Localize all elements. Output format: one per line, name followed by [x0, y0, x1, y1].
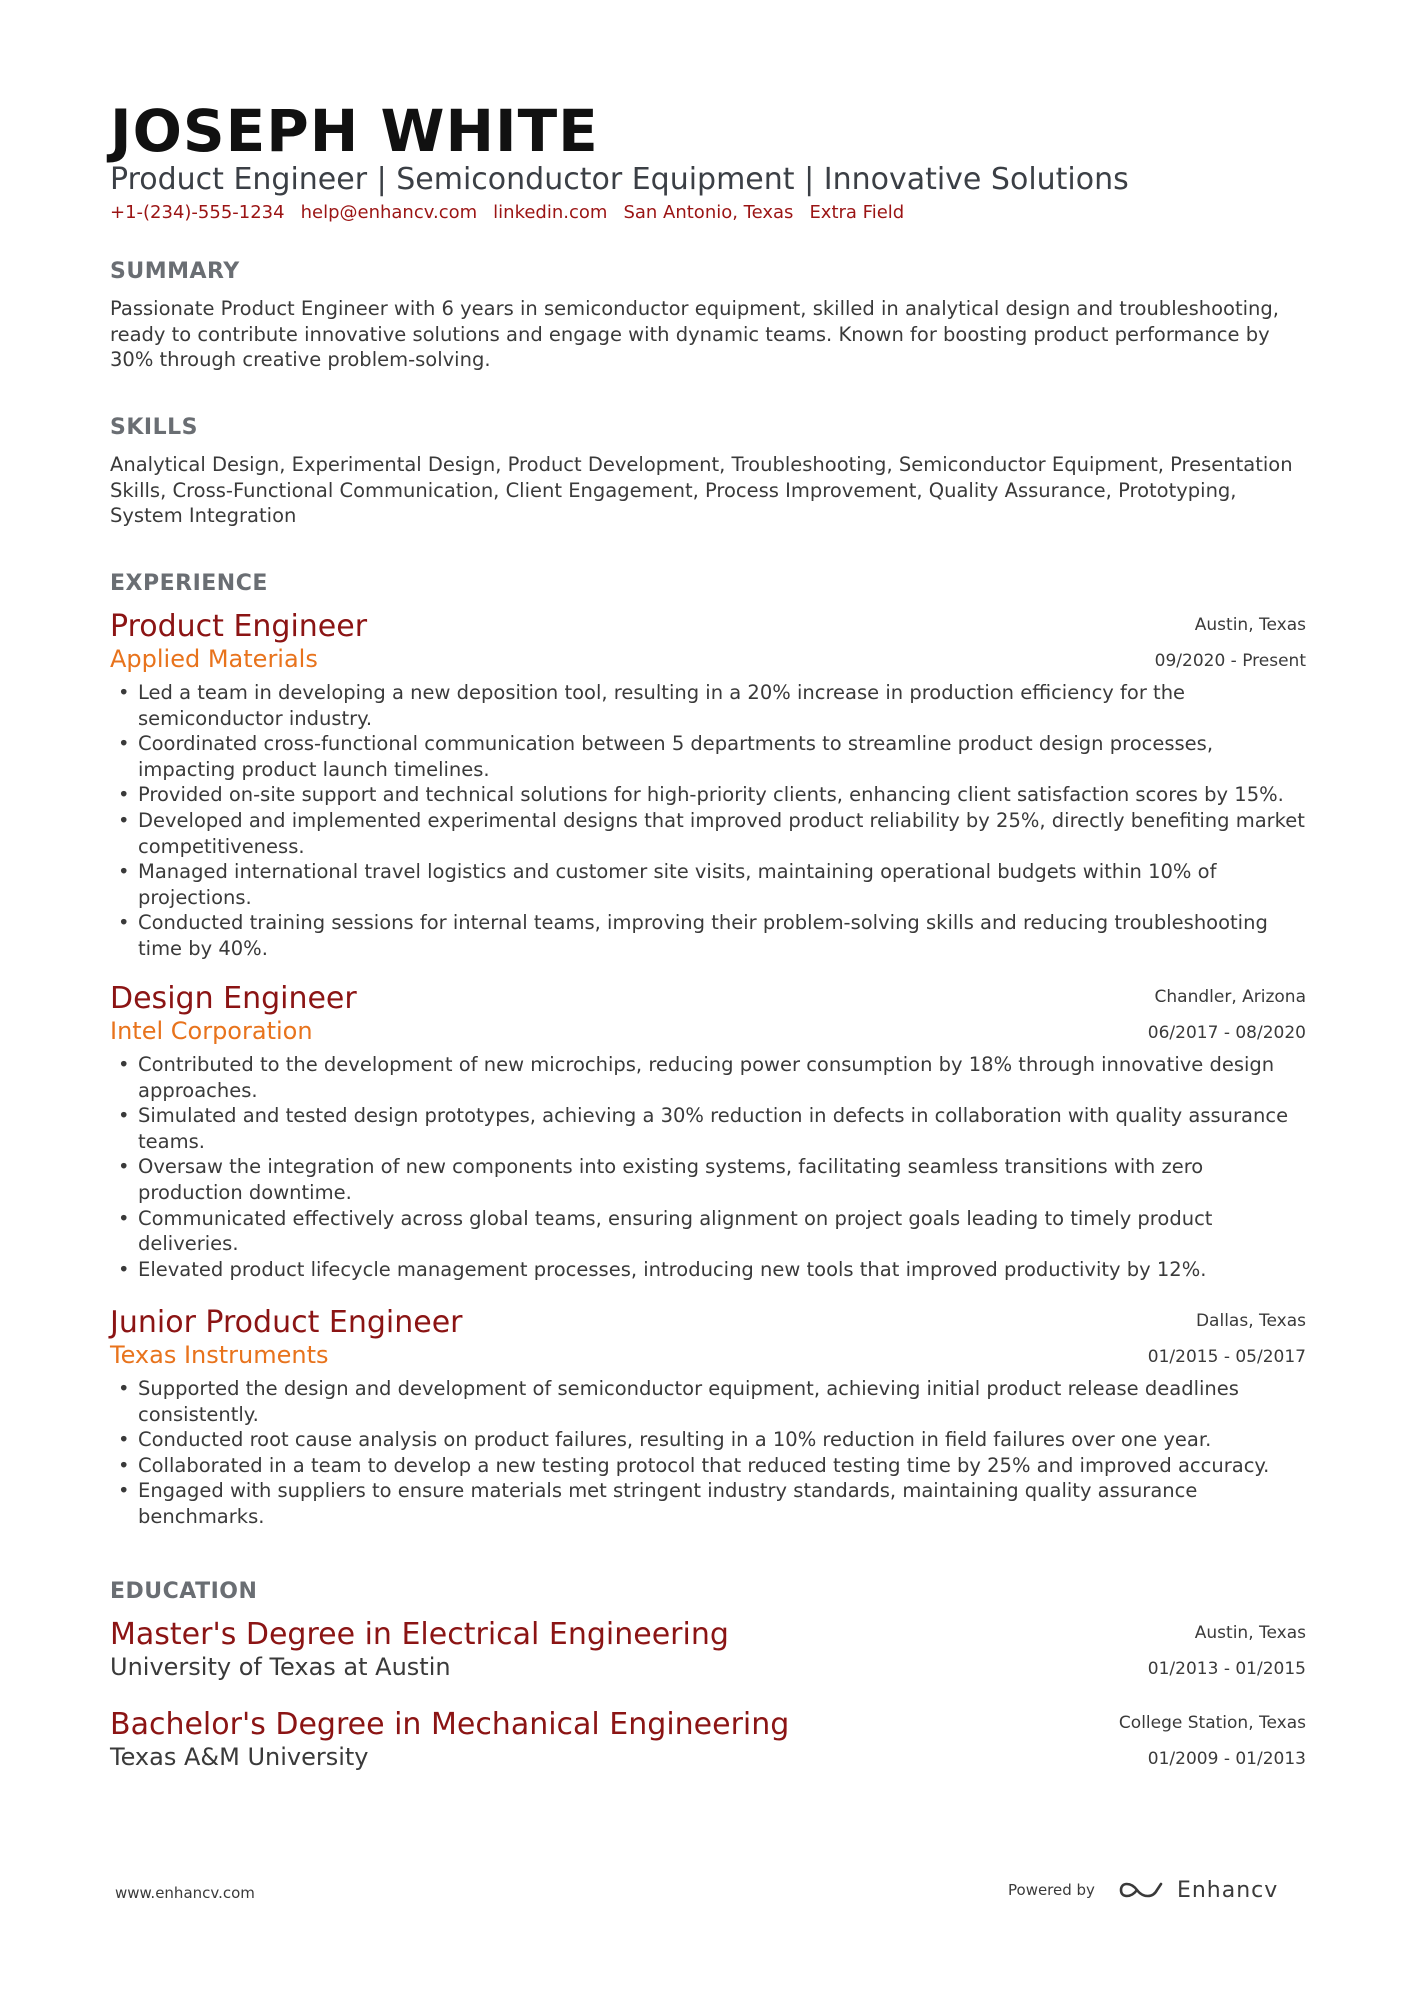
- candidate-headline: Product Engineer | Semiconductor Equipment | Innovative Solutions: [110, 162, 1129, 197]
- job-company: Texas Instruments: [110, 1341, 329, 1369]
- school-name: Texas A&M University: [110, 1743, 369, 1771]
- candidate-name: JOSEPH WHITE: [110, 97, 599, 165]
- job-bullets: [110, 1376, 1306, 1530]
- degree-title: Master's Degree in Electrical Engineering: [110, 1617, 729, 1652]
- summary-text: Passionate Product Engineer with 6 years in semiconductor equipment, skilled in analytical design and troubleshooting, ready to contribute innovative solutions and engage with dynamic teams. Known for boosting product performance by 30% through creative problem-solving.: [110, 297, 1279, 372]
- job-bullet: • Provided on-site support and technical solutions for high-priority clients, enhancing client satisfaction scores by 15%.: [110, 782, 1306, 808]
- job-bullet: • Simulated and tested design prototypes, achieving a 30% reduction in defects in collaboration with quality assurance teams.: [110, 1103, 1306, 1154]
- job-bullet: • Collaborated in a team to develop a new testing protocol that reduced testing time by 25% and improved accuracy.: [110, 1453, 1306, 1479]
- job-dates: 09/2020 - Present: [1154, 651, 1306, 671]
- job-bullet: • Communicated effectively across global teams, ensuring alignment on project goals leading to timely product deliveries.: [110, 1206, 1306, 1257]
- job-dates: 06/2017 - 08/2020: [1147, 1023, 1306, 1043]
- job-bullet: • Managed international travel logistics and customer site visits, maintaining operational budgets within 10% of projections.: [110, 859, 1306, 910]
- contact-location: San Antonio, Texas: [623, 202, 794, 223]
- job-dates: 01/2015 - 05/2017: [1147, 1347, 1306, 1367]
- job-company: Applied Materials: [110, 645, 318, 673]
- job-location: Austin, Texas: [1194, 615, 1306, 635]
- powered-by-label: Powered by: [1008, 1881, 1095, 1899]
- footer-website[interactable]: www.enhancv.com: [115, 1884, 255, 1902]
- school-location: College Station, Texas: [1118, 1713, 1306, 1733]
- job-bullet: • Led a team in developing a new deposition tool, resulting in a 20% increase in production efficiency for the semiconductor industry.: [110, 680, 1306, 731]
- job-bullet: • Conducted training sessions for internal teams, improving their problem-solving skills and reducing troubleshooting time by 40%.: [110, 910, 1306, 961]
- job-title: Design Engineer: [110, 981, 357, 1016]
- job-bullet: • Conducted root cause analysis on product failures, resulting in a 10% reduction in field failures over one year.: [110, 1427, 1306, 1453]
- summary-heading: SUMMARY: [110, 259, 240, 284]
- education-dates: 01/2009 - 01/2013: [1147, 1749, 1306, 1769]
- footer-branding[interactable]: [1008, 1872, 1278, 1908]
- skills-text: Analytical Design, Experimental Design, Product Development, Troubleshooting, Semiconductor Equipment, Presentation Skills, Cross-Functional Communication, Client Engagement, Process Improvement, Quality Assurance, Prototyping, System Integration: [110, 453, 1293, 528]
- job-company: Intel Corporation: [110, 1017, 313, 1045]
- job-bullet: • Oversaw the integration of new components into existing systems, facilitating seamless transitions with zero production downtime.: [110, 1154, 1306, 1205]
- contact-bar: [110, 201, 920, 225]
- job-location: Chandler, Arizona: [1154, 987, 1306, 1007]
- skills-heading: SKILLS: [110, 415, 198, 440]
- job-bullet: • Coordinated cross-functional communication between 5 departments to streamline product design processes, impacting product launch timelines.: [110, 731, 1306, 782]
- degree-title: Bachelor's Degree in Mechanical Engineering: [110, 1707, 790, 1742]
- job-bullet: • Supported the design and development of semiconductor equipment, achieving initial product release deadlines consistently.: [110, 1376, 1306, 1427]
- school-name: University of Texas at Austin: [110, 1653, 451, 1681]
- job-bullet: • Developed and implemented experimental designs that improved product reliability by 25%, directly benefiting market competitiveness.: [110, 808, 1306, 859]
- enhancv-logo-icon: [1117, 1876, 1165, 1904]
- job-title: Product Engineer: [110, 609, 368, 644]
- school-location: Austin, Texas: [1194, 1623, 1306, 1643]
- job-bullets: [110, 1052, 1306, 1282]
- contact-phone[interactable]: +1-(234)-555-1234: [110, 202, 285, 223]
- experience-heading: EXPERIENCE: [110, 571, 268, 596]
- job-title: Junior Product Engineer: [110, 1305, 463, 1340]
- brand-name: Enhancv: [1176, 1877, 1279, 1903]
- job-location: Dallas, Texas: [1195, 1311, 1306, 1331]
- job-bullets: [110, 680, 1306, 962]
- job-bullet: • Engaged with suppliers to ensure materials met stringent industry standards, maintaining quality assurance benchmarks.: [110, 1478, 1306, 1529]
- education-heading: EDUCATION: [110, 1579, 258, 1604]
- contact-linkedin[interactable]: linkedin.com: [493, 202, 608, 223]
- contact-email[interactable]: help@enhancv.com: [300, 202, 478, 223]
- job-bullet: • Contributed to the development of new microchips, reducing power consumption by 18% through innovative design approaches.: [110, 1052, 1306, 1103]
- contact-extra-field: Extra Field: [809, 202, 905, 223]
- education-dates: 01/2013 - 01/2015: [1147, 1659, 1306, 1679]
- job-bullet: • Elevated product lifecycle management processes, introducing new tools that improved productivity by 12%.: [110, 1257, 1306, 1283]
